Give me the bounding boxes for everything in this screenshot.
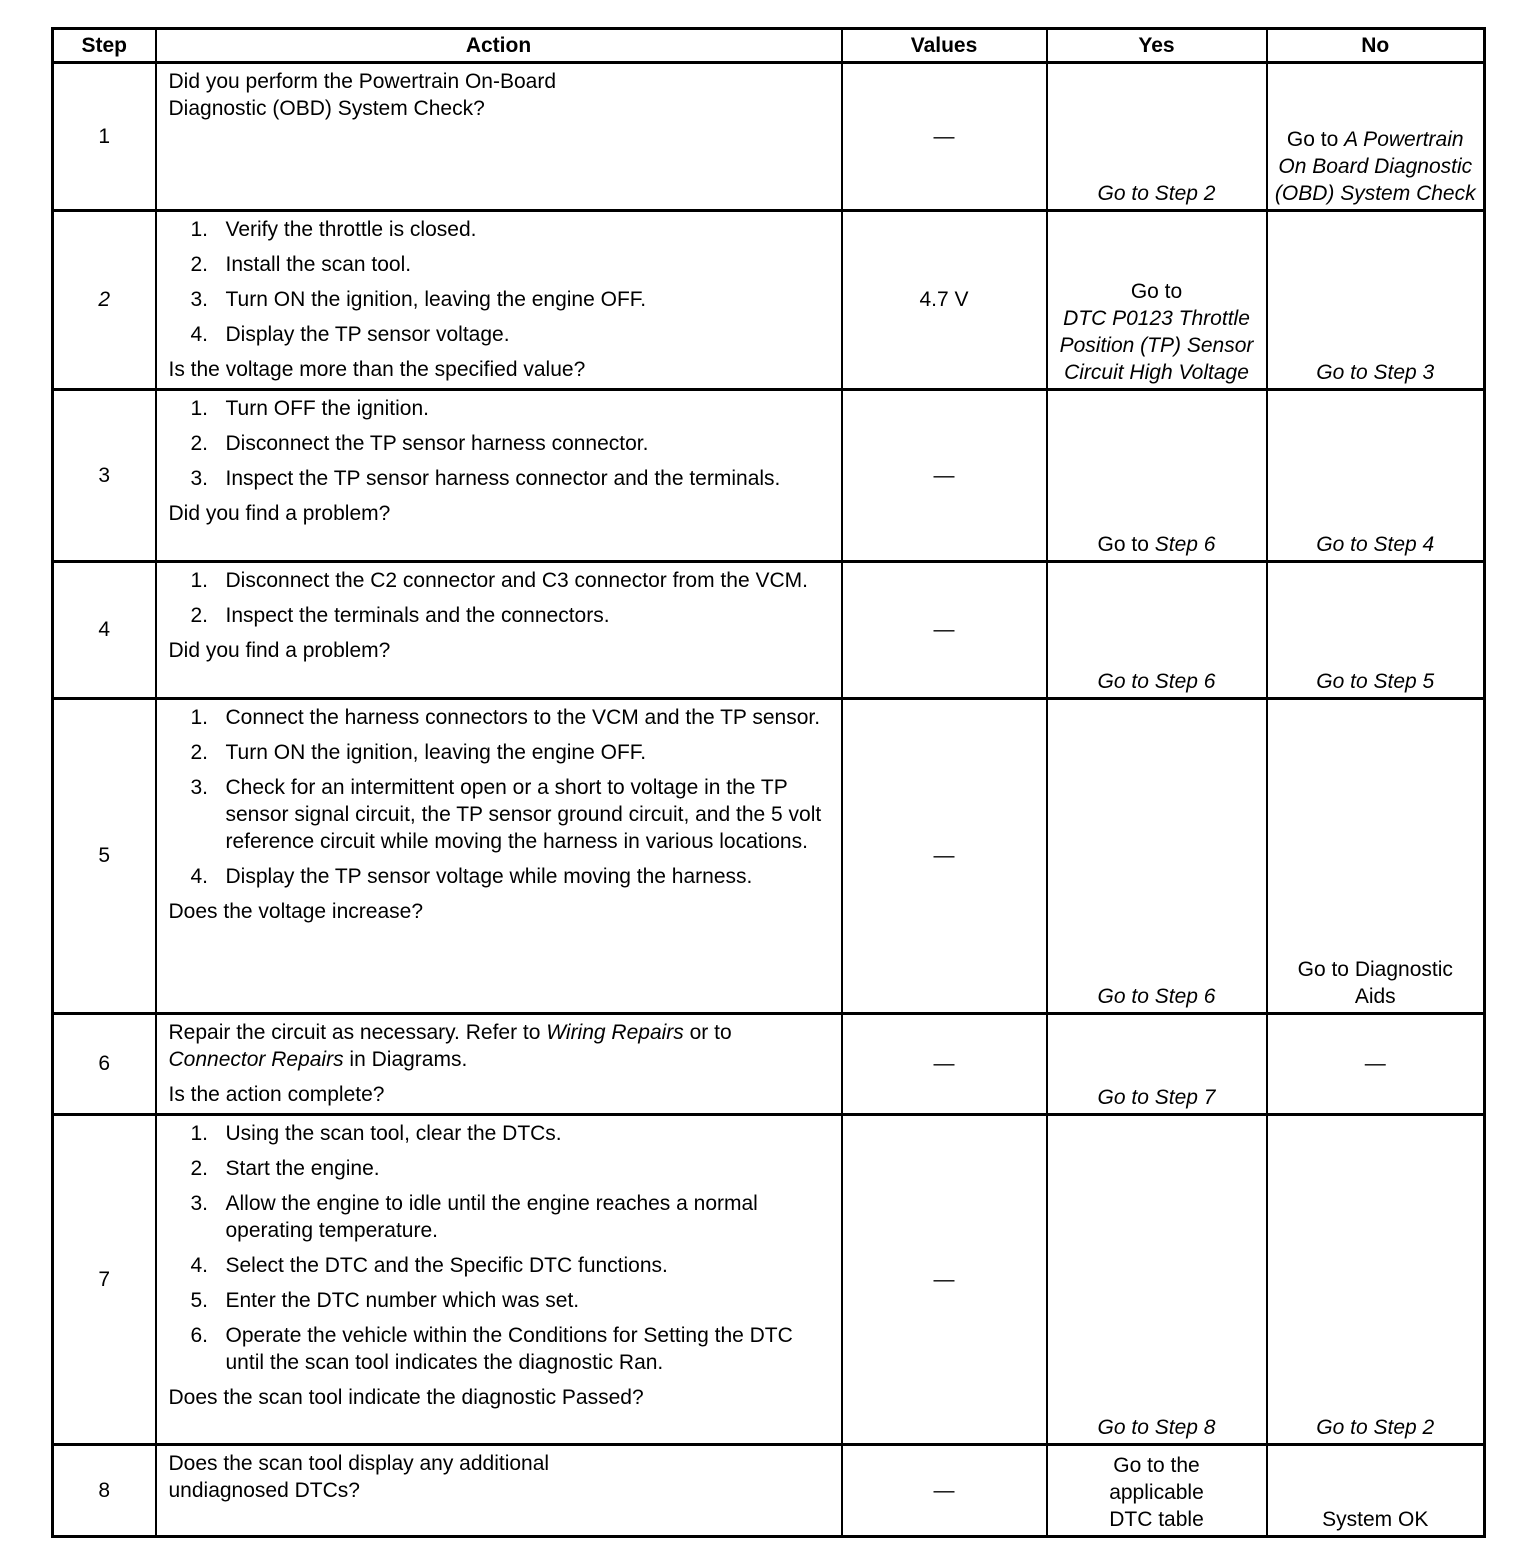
yes-link[interactable]: DTC P0123 Throttle Position (TP) Sensor Circuit High Voltage (1059, 307, 1254, 384)
action-cell (156, 1445, 842, 1537)
diagnostic-table (51, 27, 1486, 1538)
header-action: Action (156, 29, 842, 63)
yes-link[interactable]: Go to Step 7 (1097, 1086, 1216, 1109)
step-number: 5 (53, 699, 156, 1014)
values-cell: — (842, 562, 1047, 699)
no-link[interactable]: Go to Step 4 (1316, 533, 1435, 556)
action-question: Did you find a problem? (168, 502, 391, 525)
table-row (53, 562, 1485, 699)
action-item: 1. Disconnect the C2 connector and C3 connector from the VCM. (190, 569, 808, 592)
no-cell (1267, 1115, 1485, 1445)
action-question: Is the action complete? (168, 1083, 385, 1106)
action-item: 3. Inspect the TP sensor harness connector and the terminals. (190, 467, 781, 490)
action-cell (156, 1115, 842, 1445)
no-cell (1267, 699, 1485, 1014)
action-item: 4. Display the TP sensor voltage while moving the harness. (190, 865, 753, 888)
yes-prefix[interactable]: Go to the applicable DTC table (1109, 1454, 1204, 1531)
action-cell (156, 390, 842, 562)
yes-cell (1047, 1014, 1267, 1115)
no-link[interactable]: Go to Step 5 (1316, 670, 1435, 693)
action-item: 2. Disconnect the TP sensor harness connector. (190, 432, 649, 455)
no-cell: — (1267, 1014, 1485, 1115)
values-cell: 4.7 V (842, 211, 1047, 390)
action-text: Repair the circuit as necessary. Refer to Wiring Repairs or to Connector Repairs in Diagrams. (168, 1021, 732, 1071)
yes-link[interactable]: Go to Step 6 (1097, 985, 1216, 1008)
no-link[interactable]: Go to Step 2 (1316, 1416, 1435, 1439)
yes-link[interactable]: Go to Step 6 (1097, 670, 1216, 693)
no-prefix[interactable]: Go to Diagnostic Aids (1297, 958, 1453, 1008)
yes-link[interactable]: Go to Step 2 (1097, 182, 1216, 205)
connector-repairs-link[interactable]: Connector Repairs (168, 1048, 344, 1071)
table-row (53, 699, 1485, 1014)
no-cell (1267, 211, 1485, 390)
action-item: 2. Inspect the terminals and the connectors. (190, 604, 610, 627)
no-prefix: Go to (1286, 128, 1345, 151)
action-question: Does the scan tool indicate the diagnostic Passed? (168, 1386, 644, 1409)
table-row (53, 63, 1485, 211)
action-item: 5. Enter the DTC number which was set. (190, 1289, 580, 1312)
no-cell (1267, 63, 1485, 211)
action-item: 3. Allow the engine to idle until the engine reaches a normal operating temperature. (190, 1192, 758, 1242)
yes-cell (1047, 390, 1267, 562)
yes-cell (1047, 1445, 1267, 1537)
step-number: 1 (53, 63, 156, 211)
action-item: 4. Display the TP sensor voltage. (190, 323, 510, 346)
action-item: 2. Turn ON the ignition, leaving the engine OFF. (190, 741, 647, 764)
values-cell: — (842, 1014, 1047, 1115)
yes-link[interactable]: Go to Step 8 (1097, 1416, 1216, 1439)
header-yes: Yes (1047, 29, 1267, 63)
action-item: 4. Select the DTC and the Specific DTC functions. (190, 1254, 668, 1277)
step-number: 4 (53, 562, 156, 699)
yes-cell (1047, 1115, 1267, 1445)
no-link[interactable]: Go to Step 3 (1316, 361, 1435, 384)
values-cell: — (842, 699, 1047, 1014)
header-step: Step (53, 29, 156, 63)
action-item: 2. Install the scan tool. (190, 253, 412, 276)
yes-cell (1047, 211, 1267, 390)
values-cell: — (842, 1115, 1047, 1445)
no-link[interactable]: A Powertrain On Board Diagnostic (OBD) System Check (1274, 128, 1476, 205)
yes-link[interactable]: Step 6 (1154, 533, 1216, 556)
action-question: Does the voltage increase? (168, 900, 423, 923)
yes-cell (1047, 63, 1267, 211)
no-cell (1267, 1445, 1485, 1537)
action-cell (156, 562, 842, 699)
wiring-repairs-link[interactable]: Wiring Repairs (546, 1021, 684, 1044)
yes-prefix: Go to (1097, 533, 1155, 556)
header-values: Values (842, 29, 1047, 63)
table-row (53, 1445, 1485, 1537)
step-number: 2 (53, 211, 156, 390)
table-row (53, 211, 1485, 390)
yes-cell (1047, 562, 1267, 699)
values-cell: — (842, 390, 1047, 562)
values-cell: — (842, 63, 1047, 211)
action-cell (156, 1014, 842, 1115)
no-prefix: System OK (1322, 1508, 1429, 1531)
action-text: Does the scan tool display any additional undiagnosed DTCs? (168, 1452, 550, 1502)
action-item: 1. Using the scan tool, clear the DTCs. (190, 1122, 562, 1145)
table-row (53, 1014, 1485, 1115)
table-row (53, 1115, 1485, 1445)
action-item: 3. Check for an intermittent open or a short to voltage in the TP sensor signal circuit, the TP sensor ground circuit, and the 5 volt reference circuit while moving the harness in various locations. (190, 776, 822, 853)
no-cell (1267, 390, 1485, 562)
yes-prefix: Go to (1130, 280, 1183, 303)
action-text: Did you perform the Powertrain On-Board Diagnostic (OBD) System Check? (168, 70, 557, 120)
step-number: 8 (53, 1445, 156, 1537)
header-no: No (1267, 29, 1485, 63)
step-number: 3 (53, 390, 156, 562)
yes-cell (1047, 699, 1267, 1014)
step-number: 7 (53, 1115, 156, 1445)
action-item: 6. Operate the vehicle within the Conditions for Setting the DTC until the scan tool indicates the diagnostic Ran. (190, 1324, 793, 1374)
action-item: 3. Turn ON the ignition, leaving the engine OFF. (190, 288, 647, 311)
action-item: 1. Verify the throttle is closed. (190, 218, 477, 241)
action-item: 1. Turn OFF the ignition. (190, 397, 429, 420)
table-row (53, 390, 1485, 562)
step-number: 6 (53, 1014, 156, 1115)
action-cell (156, 699, 842, 1014)
action-question: Is the voltage more than the specified value? (168, 358, 586, 381)
header-row (53, 29, 1485, 63)
values-cell: — (842, 1445, 1047, 1537)
action-cell (156, 211, 842, 390)
action-cell (156, 63, 842, 211)
action-item: 2. Start the engine. (190, 1157, 380, 1180)
no-cell (1267, 562, 1485, 699)
action-item: 1. Connect the harness connectors to the VCM and the TP sensor. (190, 706, 821, 729)
action-question: Did you find a problem? (168, 639, 391, 662)
